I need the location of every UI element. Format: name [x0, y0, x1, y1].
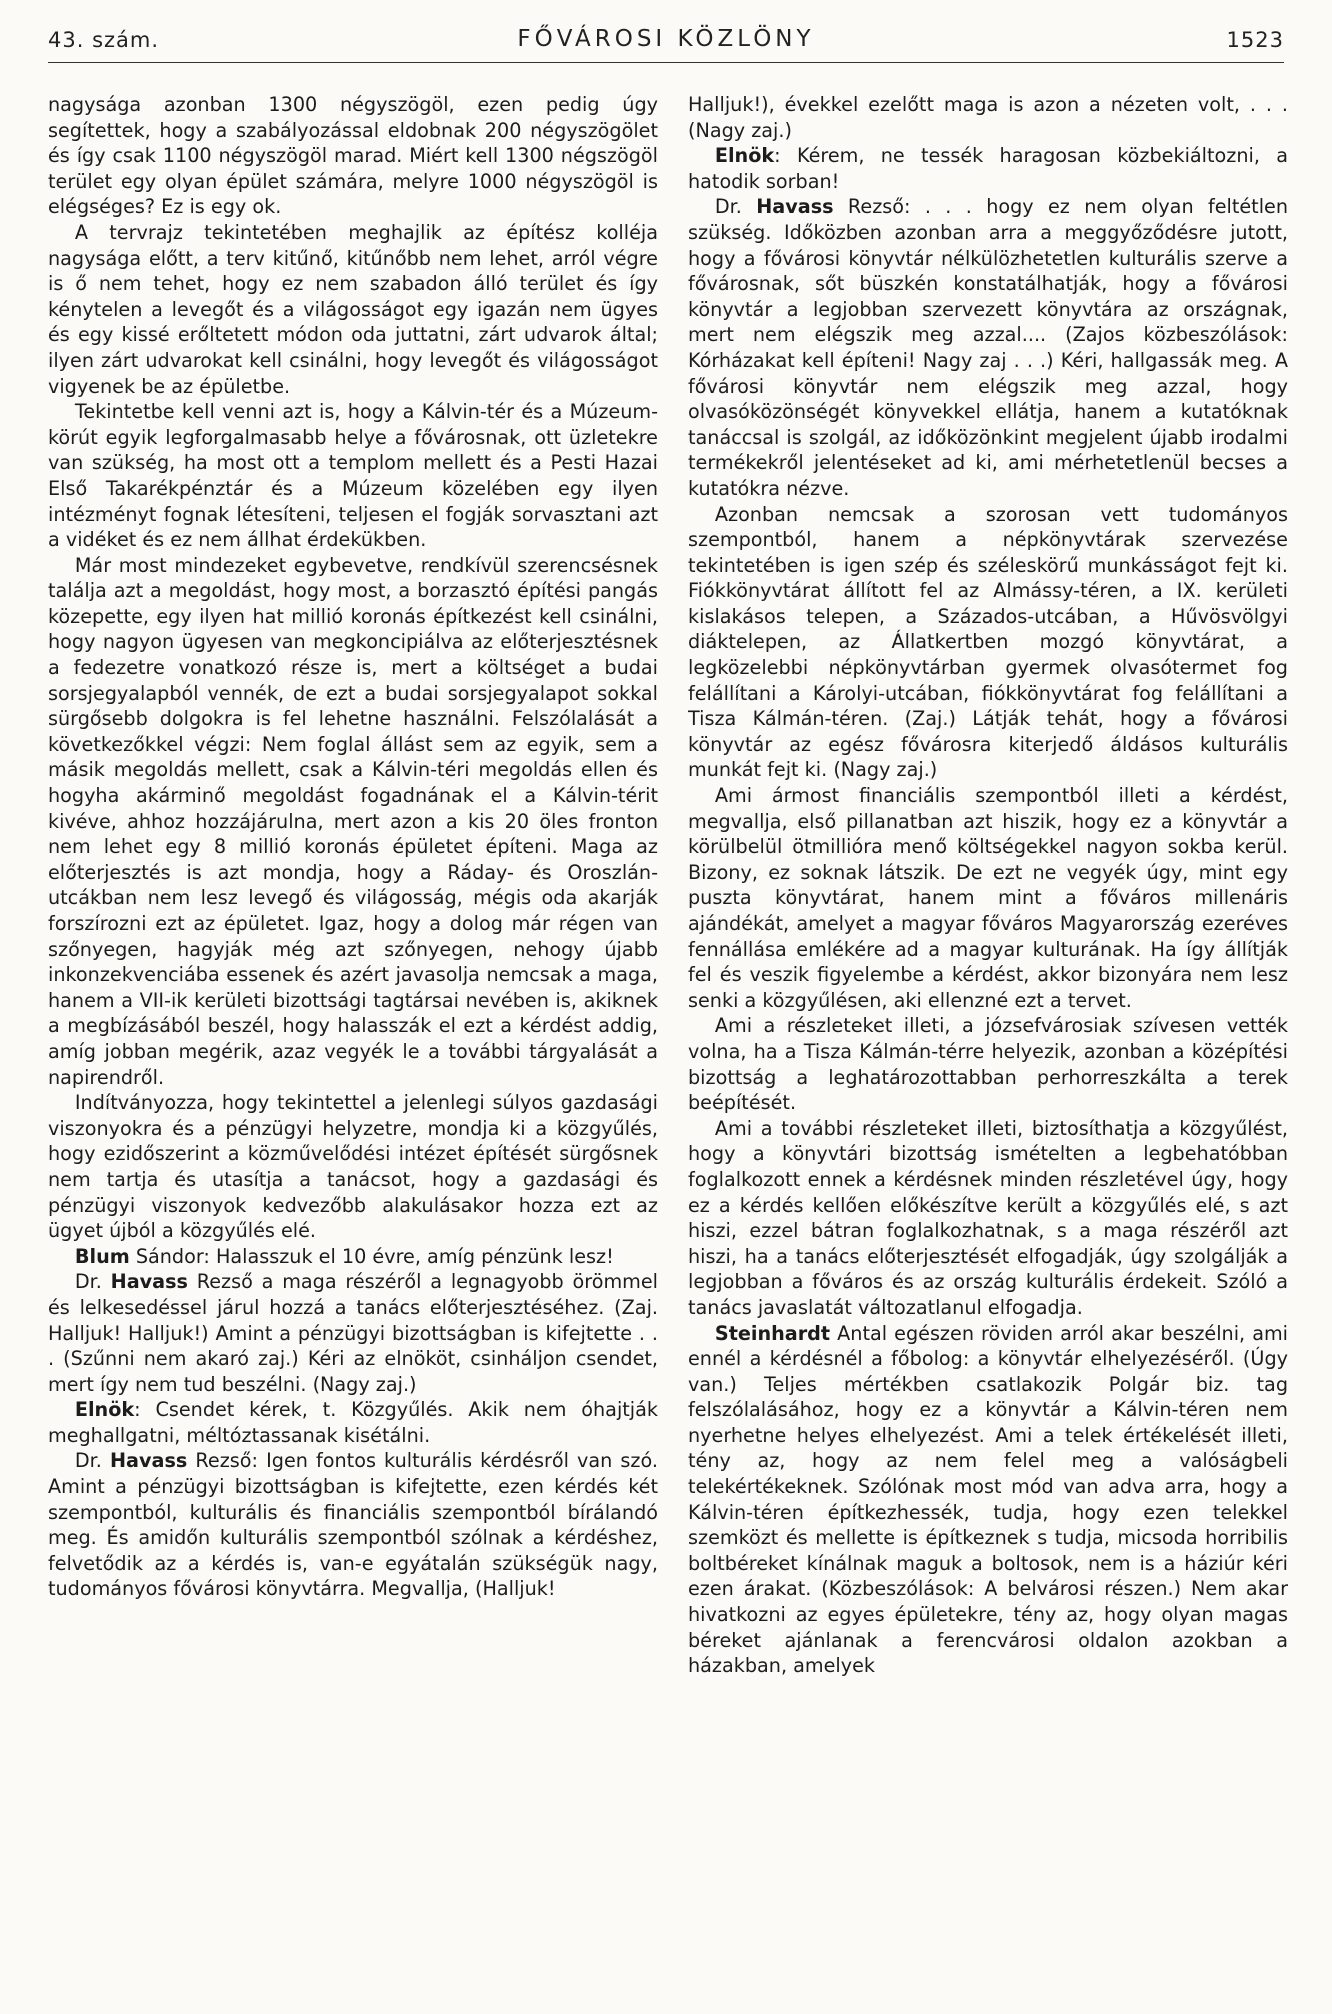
paragraph: A tervrajz tekintetében meghajlik az építész kolléja nagysága előtt, a terv kitűnő, kitűnőbb nem lehet, arról végre is ő nem tehet, hogy ez nem szabadon álló terület és így kénytelen a levegőt és a világosságot egy igazán nem ügyes és egy kissé erőltetett módon oda juttatni, zárt udvarok által; ilyen zárt udvarokat kell csinálni, hogy levegőt és világosságot vigyenek be az épületbe. — [48, 220, 658, 398]
speech-text: Antal egészen röviden arról akar beszélni, ami ennél a kérdésnél a főbolog: a könyvtár elhelyezéséről. (Úgy van.) Teljes mértékben csatlakozik Polgár biz. tag felszólalásához, hogy ez a könyvtár a Kálvin-téren nem nyerhetne helyes elhelyezést. Ami a telek értékelését illeti, tény az, hogy az nem felel meg a valóságbeli telekértékeknek. Szólónak most mód van adva arra, hogy a Kálvin-téren építkezhessék, tudja, hogy ezen telekkel szemközt és mellette is építkeznek s tudja, micsoda horribilis boltbéreket kínálnak maguk a boltosok, nem is a háziúr kéri ezen árakat. (Közbeszólások: A belvárosi részen.) Nem akar hivatkozni az egyes épületekre, tény az, hogy olyan magas béreket ajánlanak a ferencvárosi oldalon azokban a házakban, amelyek — [688, 1321, 1288, 1678]
speech-text: Rezső: Igen fontos kulturális kérdésről van szó. Amint a pénzügyi bizottságban is kifejtette, ezen kérdés két szempontból, kulturális és financiális szempontból bírálandó meg. És amidőn kulturális szempontból szólnak a kérdéshez, felvetődik az a kérdés is, van-e egyátalán szükségük nagy, tudományos fővárosi könyvtárra. Megvallja, (Halljuk! — [48, 1449, 658, 1601]
paragraph: Ami ármost financiális szempontból illeti a kérdést, megvallja, első pillanatban azt hiszik, hogy ez a könyvtár a körülbelül ötmillióra menő költségekkel nagyon sokba kerül. Bizony, ez soknak látszik. De ezt ne vegyék úgy, mint egy puszta könyvtárat, hanem mint a főváros millenáris ajándékát, amelyet a magyar főváros Magyarország ezeréves fennállása emlékére ad a magyar kulturának. Ha így állítják fel és veszik figyelembe a kérdést, akkor bizonyára nem lesz senki a közgyűlésen, aki ellenzné ezt a tervet. — [688, 784, 1288, 1012]
speech-paragraph — [688, 1321, 1288, 1679]
speaker-title: Dr. — [714, 195, 757, 219]
speaker-title: Dr. — [74, 1449, 110, 1473]
header-rule — [48, 62, 1284, 63]
speaker-title: Dr. — [74, 1270, 111, 1294]
page-number: 1523 — [1226, 28, 1284, 52]
issue-number: 43. szám. — [48, 28, 160, 52]
paragraph: Már most mindezeket egybevetve, rendkívül szerencsésnek találja azt a megoldást, hogy most, a borzasztó építési pangás közepette, egy ilyen hat millió koronás építkezést kell csinálni, hogy nagyon ügyesen van megkoncipiálva az előterjesztésnek a fedezetre vonatkozó része is, mert a költséget a budai sorsjegyalapból vennék, de ezt a budai sorsjegyalapot sokkal sürgősebb dolgokra is fel lehetne használni. Felszólalását a következőkkel végzi: Nem foglal állást sem az egyik, sem a másik megoldás mellett, csak a Kálvin-téri megoldás ellen és hogyha akárminő megoldást fogadnának el a Kálvin-térit kivéve, ahhoz hozzájárulna, mert azon a kis 20 öles fronton nem lehet egy 8 millió koronás épületet építeni. Maga az előterjesztés is azt mondja, hogy a Ráday- és Oroszlán-utcákban nem lesz levegő és világosság, mégis oda akarják forszírozni ezt az épületet. Igaz, hogy a dolog már régen van szőnyegen, hagyják még azt szőnyegen, nehogy újabb inkonzekvenciába essenek és azért javasolja nemcsak a maga, hanem a VII-ik kerületi bizottsági tagtársai nevében is, akiknek a megbízásából beszél, hogy halasszák el ezt a kérdést addig, amíg jobban megérik, azaz vegyék le a további tárgyalását a napirendről. — [48, 553, 658, 1089]
paragraph: Tekintetbe kell venni azt is, hogy a Kálvin-tér és a Múzeum-körút egyik legforgalmasabb helye a fővárosnak, ott üzletekre van szükség, ha most ott a templom mellett és a Pesti Hazai Első Takarékpénztár és a Múzeum közelében egy ilyen intézményt fognak létesíteni, teljesen el fogják sorvasztani azt a vidéket és ez nem állhat érdekükben. — [48, 400, 658, 552]
publication-title: FŐVÁROSI KÖZLÖNY — [517, 26, 815, 52]
paragraph: Halljuk!), évekkel ezelőtt maga is azon a nézeten volt, . . . (Nagy zaj.) — [688, 93, 1288, 142]
speech-paragraph — [48, 1244, 658, 1270]
paragraph: nagysága azonban 1300 négyszögöl, ezen pedig úgy segítettek, hogy a szabályozással eldobnak 200 négyszögölet és így csak 1100 négyszögöl marad. Miért kell 1300 négszögöl terület egy olyan épület számára, melyre 1000 négyszögöl is elégséges? Ez is egy ok. — [48, 93, 658, 219]
speech-text: Rezső a maga részéről a legnagyobb örömmel és lelkesedéssel járul hozzá a tanács előterjesztéséhez. (Zaj. Halljuk! Halljuk!) Amint a pénzügyi bizottságban is kifejtette . . . (Szűnni nem akaró zaj.) Kéri az elnököt, csinháljon csendet, mert így nem tud beszélni. (Nagy zaj.) — [48, 1270, 658, 1396]
paragraph: Azonban nemcsak a szorosan vett tudományos szempontból, hanem a népkönyvtárak szervezése tekintetében is igen szép és széleskörű munkásságot fejt ki. Fiókkönyvtárat állított fel az Almássy-téren, a IX. kerületi kislakásos telepen, a Százados-utcában, a Hűvösvölgyi diáktelepen, az Állatkertben mozgó könyvtárat, a legközelebbi népkönyvtárban gyermek olvasótermet fog felállítani a Károlyi-utcában, fiókkönyvtárat fog felállítani a Tisza Kálmán-téren. (Zaj.) Látják tehát, hogy a fővárosi könyvtár az egész fővárosra kiterjedő áldásos kulturális munkát fejt ki. (Nagy zaj.) — [688, 502, 1288, 782]
paragraph: Ami a további részleteket illeti, biztosíthatja a közgyűlést, hogy a könyvtári bizottság ismételten a legbehatóbban foglalkozott ennek a kérdésnek minden részletével úgy, hogy ez a kérdés kellően előkészítve került a közgyűlés elé, s azt hiszi, ezzel bátran foglalkozhatnak, s a maga részéről azt hiszi, ha a tanács előterjesztését elfogadják, úgy szolgálják a legjobban a főváros és az ország kulturális érdekeit. Szóló a tanács javaslatát változatlanul elfogadja. — [688, 1116, 1288, 1319]
speaker-name: Elnök — [714, 144, 775, 168]
speech-paragraph — [48, 1448, 658, 1602]
speech-paragraph — [688, 194, 1288, 501]
speaker-name: Havass — [110, 1270, 188, 1294]
speech-text: Rezső: . . . hogy ez nem olyan feltétlen szükség. Időközben azonban arra a meggyőződésre jutott, hogy a fővárosi könyvtár nélkülözhetetlen kulturális szerve a fővárosnak, sőt büszkén konstatálhatják, hogy a fővárosi könyvtár a legjobban szervezett könyvtára az országnak, mert nem elégszik meg azzal.... (Zajos közbeszólások: Kórházakat kell építeni! Nagy zaj . . .) Kéri, hallgassák meg. A fővárosi könyvtár nem elégszik meg azzal, hogy olvasóközönségét könyvekkel ellátja, hanem a kutatóknak tanáccsal is szolgál, az időközönkint megjelent újabb irodalmi termékekről jelentéseket ad ki, ami mérhetetlenül becses a kutatókra nézve. — [688, 195, 1288, 500]
speech-paragraph — [48, 1269, 658, 1397]
right-column — [688, 92, 1288, 1997]
speaker-name: Havass — [756, 195, 834, 219]
speaker-name: Havass — [110, 1449, 188, 1473]
speech-text: : Kérem, ne tessék haragosan közbekiáltozni, a hatodik sorban! — [688, 144, 1288, 193]
paragraph: Indítványozza, hogy tekintettel a jelenlegi súlyos gazdasági viszonyokra és a pénzügyi helyzetre, mondja ki a közgyűlés, hogy ezidőszerint a közművelődési intézet építését sürgősnek nem tartja és utasítja a tanácsot, hogy a gazdasági és pénzügyi viszonyok kedvezőbb alakulásakor hozza ezt az ügyet újból a közgyűlés elé. — [48, 1091, 658, 1243]
page-header — [48, 18, 1284, 62]
speech-text: Sándor: Halasszuk el 10 évre, amíg pénzünk lesz! — [129, 1244, 614, 1268]
speech-text: : Csendet kérek, t. Közgyűlés. Akik nem óhajtják meghallgatni, méltóztassanak kisétálni. — [48, 1398, 658, 1447]
speaker-name: Blum — [74, 1244, 130, 1268]
paragraph: Ami a részleteket illeti, a józsefvárosiak szívesen vették volna, ha a Tisza Kálmán-térre helyezik, azonban a középítési bizottság a leghatározottabban perhorreszkálta a terek beépítését. — [688, 1014, 1288, 1115]
speaker-name: Elnök — [74, 1398, 135, 1422]
left-column — [48, 92, 658, 1997]
speaker-name: Steinhardt — [714, 1321, 831, 1345]
speech-paragraph — [688, 143, 1288, 194]
speech-paragraph — [48, 1397, 658, 1448]
